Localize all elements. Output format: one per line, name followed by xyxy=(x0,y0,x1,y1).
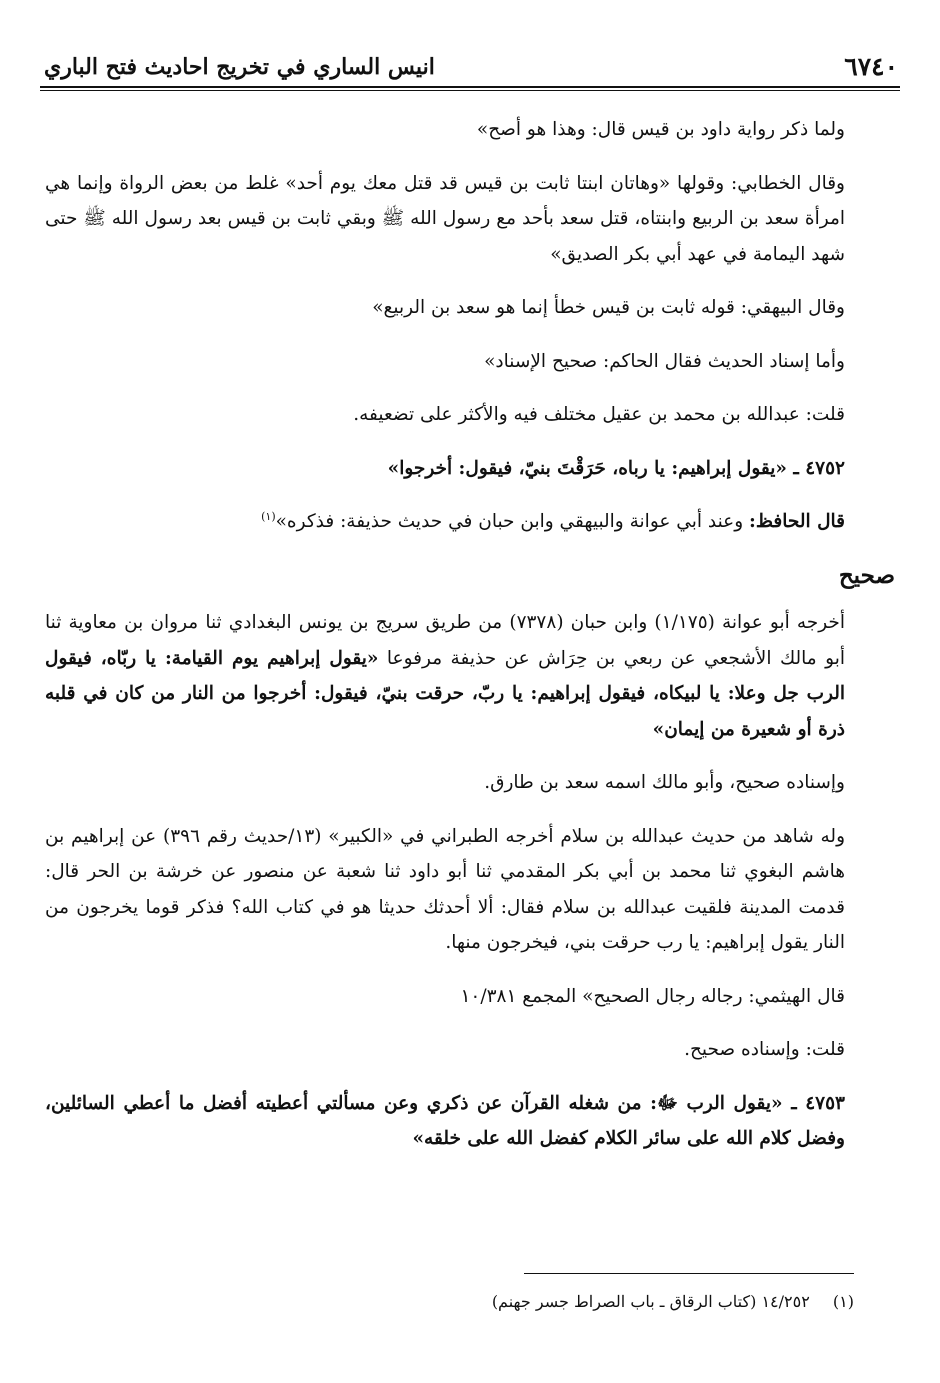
section-heading: صحيح xyxy=(838,561,895,589)
paragraph: وإسناده صحيح، وأبو مالك اسمه سعد بن طارق. xyxy=(484,772,845,793)
header-rule xyxy=(40,86,900,88)
running-title: انيس الساري في تخريج احاديث فتح الباري xyxy=(44,54,435,80)
paragraph: ولما ذكر رواية داود بن قيس قال: وهذا هو أصح» xyxy=(476,119,845,140)
paragraph: قال الهيثمي: رجاله رجال الصحيح» المجمع ١٠/٣٨١ xyxy=(460,985,845,1007)
hafiz-text: وعند أبي عوانة والبيهقي وابن حبان في حديث حذيفة: فذكره» xyxy=(275,511,744,532)
header-rule-thin xyxy=(40,90,900,91)
footnote xyxy=(45,1290,854,1314)
page-number: ٦٧٤٠ xyxy=(844,52,898,81)
footnote-text: ١٤/٢٥٢ (كتاب الرقاق ـ باب الصراط جسر جهنم) xyxy=(491,1292,810,1311)
hafiz-label: قال الحافظ: xyxy=(749,511,845,532)
hafiz-paragraph xyxy=(45,504,895,540)
paragraph: وقال الخطابي: وقولها «وهاتان ابنتا ثابت بن قيس قد قتل معك يوم أحد» غلط من بعض الرواة وإنما هي امرأة سعد بن الربيع وابنتاه، قتل سعد بأحد مع رسول الله ﷺ وبقي ثابت بن قيس بعد رسول الله ﷺ حتى شهد اليمامة في عهد أبي بكر الصديق» xyxy=(45,172,845,265)
hadith-heading-4752: ٤٧٥٢ ـ «يقول إبراهيم: يا رباه، حَرَقْتَ بنيّ، فيقول: أخرجوا» xyxy=(387,457,845,479)
paragraph: قلت: عبدالله بن محمد بن عقيل مختلف فيه والأكثر على تضعيفه. xyxy=(353,404,845,425)
footnote-number: (١) xyxy=(832,1292,854,1311)
paragraph: وقال البيهقي: قوله ثابت بن قيس خطأ إنما هو سعد بن الربيع» xyxy=(372,297,845,318)
paragraph-text: أخرجه أبو عوانة (١/١٧٥) وابن حبان (٧٣٧٨) من طريق سريج بن يونس البغدادي ثنا مروان بن معاوية ثنا أبو مالك الأشجعي عن ربعي بن حِرَاش عن حذيفة مرفوعا xyxy=(45,612,845,669)
footnote-rule xyxy=(524,1273,854,1274)
footnote-ref: (١) xyxy=(261,509,276,523)
main-text xyxy=(45,112,895,1175)
paragraph: قلت: وإسناده صحيح. xyxy=(684,1039,845,1060)
hadith-quote: «يقول إبراهيم يوم القيامة: يا ربّاه، فيقول الرب جل وعلا: يا لبيكاه، فيقول إبراهيم: يا ربّ، حرقت بنيّ، فيقول: أخرجوا من النار من كان في قلبه ذرة أو شعيرة من إيمان» xyxy=(45,647,845,740)
page-header xyxy=(40,50,900,90)
hadith-heading-4753: ٤٧٥٣ ـ «يقول الرب ﷻ: من شغله القرآن عن ذكري وعن مسألتي أعطيته أفضل ما أعطي السائلين، وفضل كلام الله على سائر الكلام كفضل الله على خلقه» xyxy=(45,1092,845,1149)
paragraph xyxy=(45,605,895,747)
paragraph: وأما إسناد الحديث فقال الحاكم: صحيح الإسناد» xyxy=(484,350,845,372)
paragraph: وله شاهد من حديث عبدالله بن سلام أخرجه الطبراني في «الكبير» (١٣/حديث رقم ٣٩٦) عن إبراهيم بن هاشم البغوي ثنا محمد بن أبي بكر المقدمي ثنا أبو داود ثنا شعبة عن منصور عن خرشة بن الحر قال: قدمت المدينة فلقيت عبدالله بن سلام فقال: ألا أحدثك حديثا هو في كتاب الله؟ فذكر قوما يخرجون من النار يقول إبراهيم: يا رب حرقت بني، فيخرجون منها. xyxy=(45,825,846,953)
